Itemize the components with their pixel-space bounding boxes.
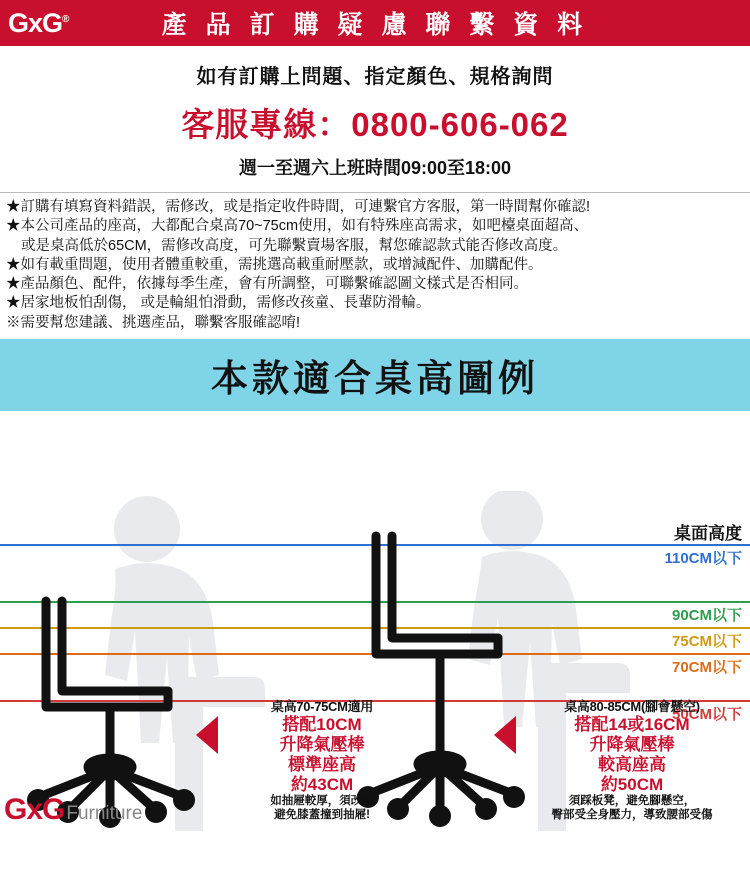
note-item: ★產品顏色、配件，依據每季生產，會有所調整，可聯繫確認圖文樣式是否相同。 bbox=[6, 276, 528, 293]
callout-left-top: 桌高70-75CM適用 bbox=[270, 698, 374, 714]
level-label-50: 50CM以下 bbox=[671, 705, 742, 723]
intro-question-line: 如有訂購上問題、指定顏色、規格詢問 bbox=[196, 66, 554, 88]
note-item: 或是桌高低於65CM，需修改高度，可先聯繫賣場客服，幫您確認款式能否修改高度。 bbox=[21, 237, 568, 254]
page-header bbox=[0, 0, 750, 46]
notes-list bbox=[0, 192, 750, 333]
contact-intro bbox=[0, 46, 750, 180]
note-item: ★如有載重問題，使用者體重較重，需挑選高載重耐壓款，或增減配件、加購配件。 bbox=[6, 256, 543, 273]
callout-left-small-1: 如抽屜較厚，須改矮 bbox=[270, 795, 374, 808]
callout-left-main-1: 搭配10CM bbox=[282, 714, 362, 734]
callout-left-main-4: 約43CM bbox=[290, 775, 354, 795]
note-item: ★訂購有填寫資料錯誤，需修改，或是指定收件時間，可連繫官方客服，第一時間幫你確認! bbox=[6, 199, 591, 215]
callout-right bbox=[522, 696, 742, 823]
callout-right-main-4: 約50CM bbox=[600, 775, 664, 795]
desk-height-title: 桌面高度 bbox=[674, 523, 742, 543]
callout-right-small-1: 須踩板凳，避免腳懸空， bbox=[568, 795, 696, 808]
business-hours: 週一至週六上班時間09:00至18:00 bbox=[238, 158, 512, 178]
section-banner bbox=[0, 339, 750, 411]
note-item: ★居家地板怕刮傷， 或是輪組怕滑動，需修改孩童、長輩防滑輪。 bbox=[6, 295, 431, 312]
callout-left bbox=[222, 696, 422, 823]
callout-right-main-2: 升降氣壓棒 bbox=[589, 735, 675, 755]
level-label-75: 75CM以下 bbox=[671, 632, 742, 650]
callout-right-main-1: 搭配14或16CM bbox=[574, 714, 690, 734]
note-item: ※需要幫您建議、挑選產品，聯繫客服確認唷! bbox=[6, 314, 301, 331]
page-title: 產 品 訂 購 疑 慮 聯 繫 資 料 bbox=[161, 11, 589, 39]
footer-brand-name: GxG bbox=[4, 792, 65, 826]
callout-left-main-2: 升降氣壓棒 bbox=[279, 735, 365, 755]
level-label-90: 90CM以下 bbox=[671, 606, 742, 624]
callout-arrow-right bbox=[494, 716, 516, 754]
note-item: ★本公司產品的座高，大都配合桌高70~75cm使用，如有特殊座高需求，如吧檯桌面超高、 bbox=[6, 218, 589, 235]
callout-right-top: 桌高80-85CM(腳會懸空) bbox=[564, 698, 700, 714]
hotline-number: 客服專線：0800-606-062 bbox=[181, 106, 569, 143]
level-label-110: 110CM以下 bbox=[664, 549, 742, 567]
callout-right-main-3: 較高座高 bbox=[598, 755, 666, 775]
footer-brand-logo bbox=[4, 793, 142, 827]
callout-left-main-3: 標準座高 bbox=[288, 755, 356, 775]
registered-mark-icon: ® bbox=[62, 13, 69, 25]
brand-logo bbox=[0, 8, 68, 39]
level-label-70: 70CM以下 bbox=[671, 658, 742, 676]
callout-right-small-2: 臀部受全身壓力，導致腰部受傷 bbox=[551, 808, 713, 821]
callout-arrow-left bbox=[196, 716, 218, 754]
section-banner-title: 本款適合桌高圖例 bbox=[211, 357, 539, 399]
callout-left-small-2: 避免膝蓋撞到抽屜! bbox=[274, 808, 370, 821]
desk-height-diagram bbox=[0, 411, 750, 831]
brand-logo-text: GxG bbox=[8, 7, 63, 38]
footer-brand-sub: Furniture bbox=[66, 802, 143, 824]
